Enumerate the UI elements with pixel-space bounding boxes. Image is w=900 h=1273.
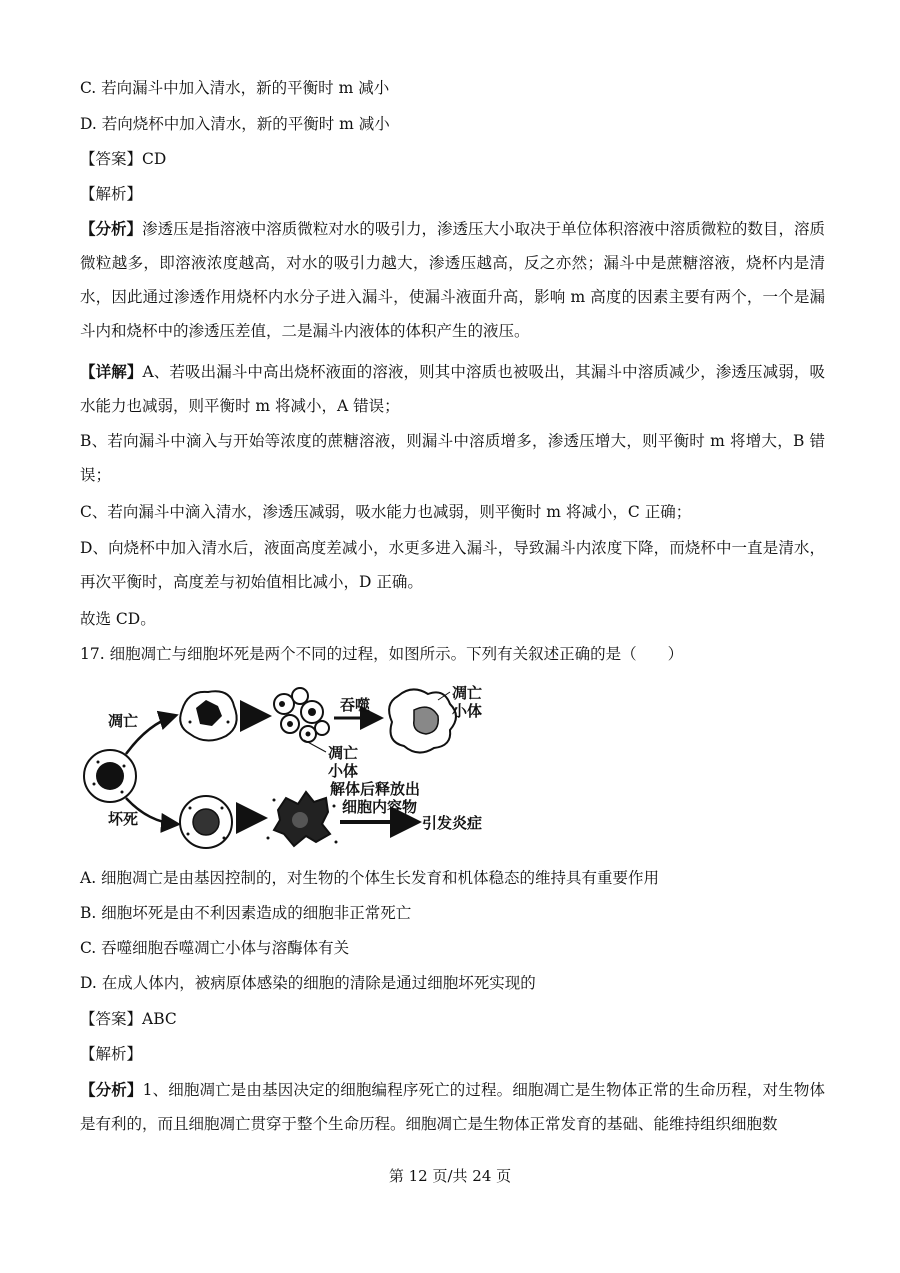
q16-detail-d: D、向烧杯中加入清水后，液面高度差减小，水更多进入漏斗，导致漏斗内浓度下降，而烧杯中一直是清水，再次平衡时，高度差与初始值相比减小，D 正确。 [80, 539, 825, 591]
q16-detail-a: A、若吸出漏斗中高出烧杯液面的溶液，则其中溶质也被吸出，其漏斗中溶质减少，渗透压减弱，吸水能力也减弱，则平衡时 m 将减小，A 错误； [80, 363, 825, 415]
q16-analysis-paragraph [80, 212, 825, 348]
necrosis-label: 坏死 [108, 810, 139, 828]
q16-detail-c: C、若向漏斗中滴入清水，渗透压减弱，吸水能力也减弱，则平衡时 m 将减小，C 正确； [80, 503, 692, 521]
q16-option-d: D. 若向烧杯中加入清水，新的平衡时 m 减小 [80, 115, 390, 133]
q16-detail-label: 【详解】 [80, 362, 143, 381]
apoptotic-body-label-1b: 小体 [328, 762, 359, 780]
phagocyte-icon [389, 689, 456, 752]
q17-option-d: D. 在成人体内，被病原体感染的细胞的清除是通过细胞坏死实现的 [80, 974, 536, 992]
q17-analysis-text: 1、细胞凋亡是由基因决定的细胞编程序死亡的过程。细胞凋亡是生物体正常的生命历程，对生物体是有利的，而且细胞凋亡贯穿于整个生命历程。细胞凋亡是生物体正常发育的基础、能维持组织细胞数 [80, 1081, 825, 1133]
swollen-cell-icon [180, 796, 232, 848]
ruptured-cell-icon [267, 792, 338, 846]
phagocytosis-label: 吞噬 [340, 696, 371, 714]
apoptotic-body-label-2b: 小体 [452, 702, 483, 720]
q17-analysis-heading: 【解析】 [80, 1045, 143, 1063]
shrinking-cell-icon [180, 691, 236, 740]
inflammation-label: 引发炎症 [422, 814, 483, 832]
apoptotic-body-label-1a: 凋亡 [328, 744, 359, 762]
q16-answer: 【答案】CD [80, 150, 167, 168]
page-footer: 第 12 页/共 24 页 [388, 1167, 512, 1185]
q17-analysis-paragraph [80, 1073, 825, 1141]
release-label-line2: 细胞内容物 [342, 798, 418, 816]
q16-analysis-label: 【分析】 [80, 219, 143, 238]
q17-question: 17. 细胞凋亡与细胞坏死是两个不同的过程，如图所示。下列有关叙述正确的是（ ） [80, 645, 684, 663]
q17-analysis-label: 【分析】 [80, 1080, 143, 1099]
apoptotic-bodies-icon [274, 688, 329, 742]
q16-detail-b: B、若向漏斗中滴入与开始等浓度的蔗糖溶液，则漏斗中溶质增多，渗透压增大，则平衡时 m 将增大，B 错误； [80, 432, 825, 484]
original-cell-icon [84, 750, 136, 802]
q17-option-b: B. 细胞坏死是由不利因素造成的细胞非正常死亡 [80, 904, 412, 922]
q16-analysis-text: 渗透压是指溶液中溶质微粒对水的吸引力，渗透压大小取决于单位体积溶液中溶质微粒的数目，溶质微粒越多，即溶液浓度越高，对水的吸引力越大，渗透压越高，反之亦然；漏斗中是蔗糖溶液，烧杯内是清水，因此通过渗透作用烧杯内水分子进入漏斗，使漏斗液面升高，影响 m 高度的因素主要有两个，一个是漏斗内和烧杯中的渗透压差值，二是漏斗内液体的体积产生的液压。 [80, 220, 825, 340]
apoptosis-necrosis-figure [78, 682, 508, 860]
q16-option-c: C. 若向漏斗中加入清水，新的平衡时 m 减小 [80, 79, 390, 97]
q16-analysis-heading: 【解析】 [80, 185, 143, 203]
q16-detail-a-paragraph [80, 355, 825, 423]
q17-option-c: C. 吞噬细胞吞噬凋亡小体与溶酶体有关 [80, 939, 350, 957]
q17-option-a: A. 细胞凋亡是由基因控制的，对生物的个体生长发育和机体稳态的维持具有重要作用 [80, 869, 660, 887]
q16-conclusion: 故选 CD。 [80, 610, 156, 628]
release-label-line1: 解体后释放出 [330, 780, 421, 798]
q17-answer: 【答案】ABC [80, 1010, 177, 1028]
apoptotic-body-label-2a: 凋亡 [452, 684, 483, 702]
apoptotic-body-pointer-1 [304, 740, 326, 752]
apoptosis-label: 凋亡 [108, 712, 139, 730]
